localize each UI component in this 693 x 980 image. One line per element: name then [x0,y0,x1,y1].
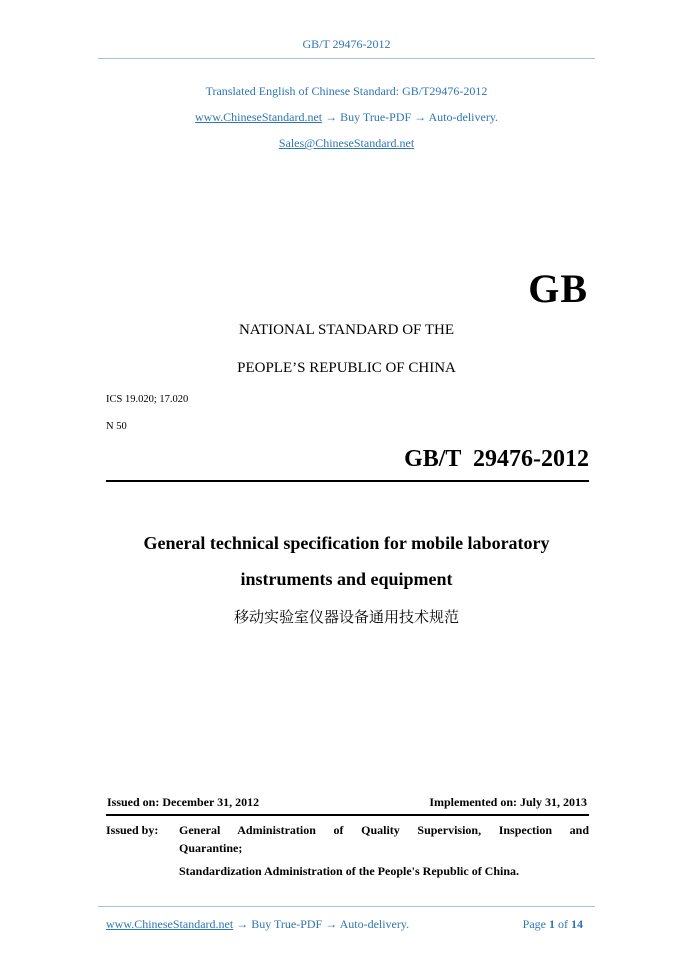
issuer-line-3: Standardization Administration of the People's Republic of China. [179,864,520,878]
gb-logo: GB [528,266,588,311]
issued-on-date: Issued on: December 31, 2012 [107,795,260,809]
sales-email-link[interactable]: Sales@ChineseStandard.net [278,136,415,150]
page-total: 14 [571,917,583,931]
page-label: Page [522,917,546,931]
footer-site-link[interactable]: www.ChineseStandard.net [106,917,234,931]
promo-text: → Buy True-PDF → Auto-delivery. [322,110,499,124]
header-divider [98,58,595,59]
promo-line [0,110,693,125]
national-standard-line-1: NATIONAL STANDARD OF THE [238,322,455,338]
issuer-line-2: Quarantine; [179,841,243,855]
standard-number-rule [106,480,589,482]
title-english-line-2: instruments and equipment [240,569,453,589]
ccs-code: N 50 [106,421,127,432]
email-line [0,136,693,151]
footer-divider [98,906,595,907]
issued-by-label: Issued by: [106,823,159,837]
standard-number: GB/T 29476-2012 [404,446,589,472]
page-header: GB/T 29476-2012 [302,37,391,51]
national-standard-line-2: PEOPLE’S REPUBLIC OF CHINA [237,360,456,376]
dates-rule [106,814,589,816]
implemented-on-date: Implemented on: July 31, 2013 [429,795,587,809]
translation-note: Translated English of Chinese Standard: GB/T29476-2012 [205,84,488,98]
page-of: of [558,917,568,931]
footer-promo-text: → Buy True-PDF → Auto-delivery. [233,917,410,931]
footer-promo [106,917,409,932]
site-link[interactable]: www.ChineseStandard.net [194,110,323,124]
title-chinese: 移动实验室仪器设备通用技术规范 [233,608,459,626]
issuer-line-1: General Administration of Quality Supervision, Inspection and [179,823,589,837]
ics-code: ICS 19.020; 17.020 [106,394,189,405]
page-current: 1 [549,917,555,931]
page-number [523,917,583,932]
title-english-line-1: General technical specification for mobile laboratory [143,533,550,553]
